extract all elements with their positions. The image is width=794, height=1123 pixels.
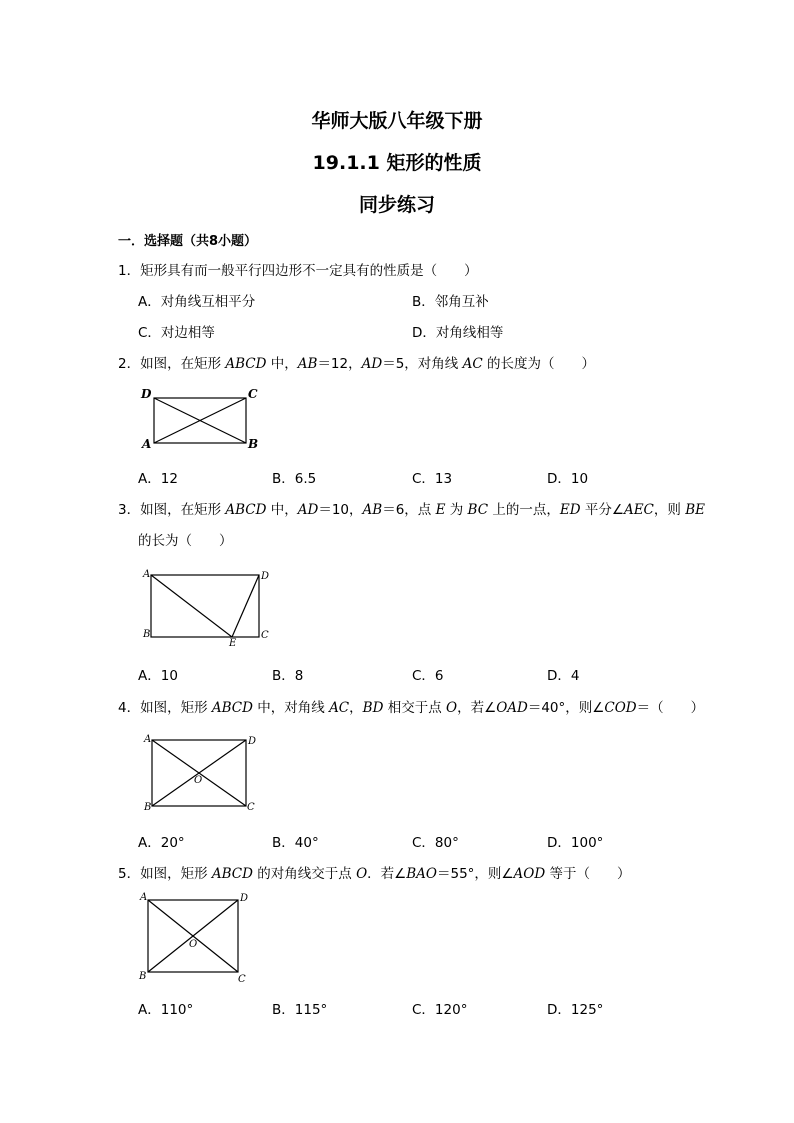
q3-var: AB (362, 502, 383, 518)
q4-text: ， (349, 700, 363, 716)
q3-text: 3．如图，在矩形 (118, 502, 226, 518)
q4-var: COD (604, 700, 637, 716)
q3-option-c[interactable]: C．6 (412, 668, 444, 684)
q5-text: 5．如图，矩形 (118, 866, 212, 882)
q4-text: 4．如图，矩形 (118, 700, 212, 716)
q5-label-a: A (140, 892, 148, 903)
q5-var: AOD (513, 866, 546, 882)
q2-label-d: D (141, 387, 152, 401)
q3-label-e: E (229, 638, 237, 649)
question-3-stem (118, 498, 705, 518)
q2-label-a: A (142, 437, 152, 451)
q3-var: AD (297, 502, 319, 518)
q3-label-b: B (143, 629, 151, 640)
q4-option-c[interactable]: C．80° (412, 835, 459, 851)
q3-option-a[interactable]: A．10 (138, 668, 178, 684)
q3-var: E (435, 502, 446, 518)
q2-label-c: C (248, 387, 258, 401)
question-1-stem: 1．矩形具有而一般平行四边形不一定具有的性质是（ ） (118, 263, 478, 279)
question-3-stem-line2: 的长为（ ） (138, 533, 233, 549)
q4-text: ，若∠ (457, 700, 497, 716)
q3-var: AEC (623, 502, 654, 518)
q5-option-c[interactable]: C．120° (412, 1002, 468, 1018)
question-2-stem (118, 352, 595, 372)
q3-label-d: D (261, 571, 270, 582)
section-heading: 一．选择题（共8小题） (118, 234, 258, 249)
q5-var: BAO (406, 866, 437, 882)
q5-label-o: O (189, 939, 198, 950)
q4-var: O (446, 700, 458, 716)
q4-var: OAD (496, 700, 528, 716)
q2-option-c[interactable]: C．13 (412, 471, 453, 487)
q2-rectangle-figure (140, 385, 270, 450)
q4-label-d: D (248, 736, 257, 747)
q5-label-c: C (238, 974, 246, 985)
question-4-stem (118, 696, 704, 716)
q4-label-b: B (144, 802, 152, 813)
q2-option-a[interactable]: A．12 (138, 471, 178, 487)
q2-label-b: B (248, 437, 259, 451)
q3-var: BC (467, 502, 489, 518)
q3-var: ABCD (225, 502, 267, 518)
q3-text: 中， (266, 502, 298, 518)
q3-segment-ed (232, 575, 259, 637)
q4-text: 相交于点 (383, 700, 446, 716)
q4-var: AC (329, 700, 350, 716)
q2-text: 中， (266, 356, 298, 372)
q3-text: ＝10， (318, 502, 363, 518)
q2-text: 的长度为（ ） (482, 356, 595, 372)
q3-option-b[interactable]: B．8 (272, 668, 304, 684)
q2-text: ＝5，对角线 (382, 356, 463, 372)
q1-option-b[interactable]: B．邻角互补 (412, 294, 489, 310)
q2-option-d[interactable]: D．10 (547, 471, 589, 487)
q2-option-b[interactable]: B．6.5 (272, 471, 317, 487)
q5-label-d: D (240, 893, 249, 904)
q5-option-b[interactable]: B．115° (272, 1002, 328, 1018)
q5-text: ．若∠ (367, 866, 407, 882)
q4-label-o: O (194, 775, 203, 786)
q4-text: ＝40°，则∠ (527, 700, 605, 716)
q3-text: ，则 (653, 502, 686, 518)
q3-option-d[interactable]: D．4 (547, 668, 580, 684)
q5-var: ABCD (211, 866, 253, 882)
q5-rectangle-figure (136, 890, 261, 985)
q2-var: AB (297, 356, 318, 372)
q2-var: AC (462, 356, 483, 372)
q3-rect (151, 575, 259, 637)
q5-label-b: B (139, 971, 147, 982)
q4-label-c: C (247, 802, 255, 813)
q3-var: BE (685, 502, 705, 518)
q2-text: 2．如图，在矩形 (118, 356, 226, 372)
q3-label-a: A (143, 569, 151, 580)
q2-var: ABCD (225, 356, 267, 372)
q3-var: ED (559, 502, 581, 518)
q4-option-d[interactable]: D．100° (547, 835, 604, 851)
question-5-stem (118, 862, 630, 882)
q5-option-a[interactable]: A．110° (138, 1002, 194, 1018)
q3-rectangle-figure (140, 565, 275, 647)
q1-option-d[interactable]: D．对角线相等 (412, 325, 504, 341)
q2-var: AD (361, 356, 383, 372)
q4-option-b[interactable]: B．40° (272, 835, 319, 851)
q4-text: 中，对角线 (252, 700, 330, 716)
q5-text: 等于（ ） (545, 866, 631, 882)
q1-option-a[interactable]: A．对角线互相平分 (138, 294, 256, 310)
q4-label-a: A (144, 734, 152, 745)
q3-text: ＝6，点 (382, 502, 436, 518)
q3-text: 平分∠ (580, 502, 624, 518)
doc-title-line1: 华师大版八年级下册 (311, 110, 483, 132)
doc-title-line2: 19.1.1 矩形的性质 (312, 152, 482, 174)
q5-var: O (356, 866, 368, 882)
q5-text: ＝55°，则∠ (437, 866, 514, 882)
q5-option-d[interactable]: D．125° (547, 1002, 604, 1018)
q3-text: 为 (445, 502, 468, 518)
q4-rectangle-figure (140, 730, 265, 815)
doc-title-line3: 同步练习 (358, 194, 435, 216)
q4-text: ＝（ ） (636, 700, 705, 716)
q4-var: BD (362, 700, 384, 716)
q1-option-c[interactable]: C．对边相等 (138, 325, 215, 341)
q2-text: ＝12， (317, 356, 362, 372)
q3-label-c: C (261, 630, 269, 641)
q3-text: 上的一点， (488, 502, 560, 518)
q4-option-a[interactable]: A．20° (138, 835, 185, 851)
q4-var: ABCD (211, 700, 253, 716)
q5-text: 的对角线交于点 (252, 866, 357, 882)
q3-segment-ae (151, 575, 232, 637)
